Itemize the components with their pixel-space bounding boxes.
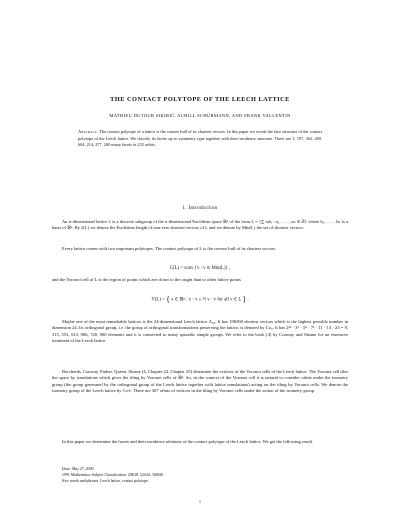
- left-brace-symbol: {: [166, 295, 170, 304]
- paragraph-contact-polytope: Every lattice comes with two important polytopes: The contact polytope of L is the convex hull of its shortest vectors: [62, 246, 276, 251]
- paper-page: [52, 0, 348, 518]
- footnotes: [52, 466, 348, 484]
- paragraph-borcherds: Borcherds, Conway, Parker, Queen, Sloane [4, Chapter 23, Chapter 25] determine the vertices of the Voronoi cells of the Leech lattice. The Voronoi cell tiles the space by translations which gives the tiling by Voronoi cells of ℝⁿ. So, in the context of the Voronoi cell it is natural to consider orbits under the isometry group (the group generated by the orthogonal group of the Leech lattice together with lattice translations) acting on the tiling by Voronoi cells. We denote the isometry group of the Leech lattice by Co∞. There are 307 orbits of vertices in the tiling by Voronoi cells under the action of the isometry group.: [52, 369, 348, 394]
- footnote-msc: 1991 Mathematics Subject Classification. 20E38, 52A43, 94B40.: [62, 473, 164, 477]
- abstract: [78, 129, 322, 149]
- paragraph-voronoi-cell: and the Voronoi cell of L is the region of points which are closer to the origin than to other lattice points: [52, 277, 241, 282]
- section-heading-introduction: 1. Introduction: [182, 205, 218, 211]
- paragraph-leech-lattice: Maybe one of the most remarkable lattices is the 24-dimensional Leech lattice Λ₂₄. It has 196560 shortest vectors which is the highest possible number in dimension 24. Its orthogonal group, i.e. the group of orthogonal transformations preserving the lattice, is denoted by Co₀. It has 2²² · 3⁹ · 5⁴ · 7² · 11 · 13 · 23 = 8, 315, 553, 613, 086, 720, 000 elements and it is connected to many sporadic simple groups. We refer to the book [4] by Conway and Sloane for an extensive treatment of the Leech lattice.: [52, 319, 348, 344]
- footnote-keywords: Key words and phrases. Leech lattice, contact polytope.: [62, 479, 149, 483]
- equation-voronoi-body: x ∈ ℝⁿ : x · v ≤ ½ v · v for all v ∈ L: [171, 297, 242, 303]
- equation-voronoi-end: .: [247, 297, 249, 303]
- page-number: 1: [198, 499, 202, 504]
- equation-contact-polytope: C(L) = conv {v : v ∈ Min(L)} ,: [169, 266, 231, 271]
- paragraph-lattice-definition: An n-dimensional lattice L is a discrete subgroup of the n-dimensional Euclidean space ℝⁿ of the form L = {∑ αᵢbᵢ : α₁, . . . , αₙ ∈ ℤ} where b₁, . . . , bₙ is a basis of ℝⁿ. By λ(L) we denote the Euclidean length of non-zero shortest vectors of L and we denote by Min(L) the set of shortest vectors.: [52, 219, 348, 231]
- paper-authors: MATHIEU DUTOUR SIKIRIĆ, ACHILL SCHÜRMANN, AND FRANK VALLENTIN: [109, 113, 291, 118]
- abstract-label: Abstract.: [78, 129, 99, 134]
- right-brace-symbol: }: [242, 295, 247, 304]
- abstract-text: The contact polytope of a lattice is the convex hull of its shortest vectors. In this paper we reveal the face structure of the contact polytope of the Leech lattice. We classify its facets up to symmetry type together with their incidence structure. There are 1, 197, 362, 269, 604, 214, 277, 200 many facets in 232 orbits.: [78, 129, 322, 148]
- footnote-date: Date: May 27, 2009.: [62, 467, 95, 471]
- paragraph-result-intro: In this paper we determine the facets and their incidence relations of the contact polytope of the Leech lattice. We get the following result.: [62, 439, 314, 444]
- equation-voronoi-lhs: V(L) =: [151, 297, 165, 303]
- equation-voronoi-cell: [52, 295, 348, 304]
- paper-title: THE CONTACT POLYTOPE OF THE LEECH LATTICE: [110, 96, 290, 103]
